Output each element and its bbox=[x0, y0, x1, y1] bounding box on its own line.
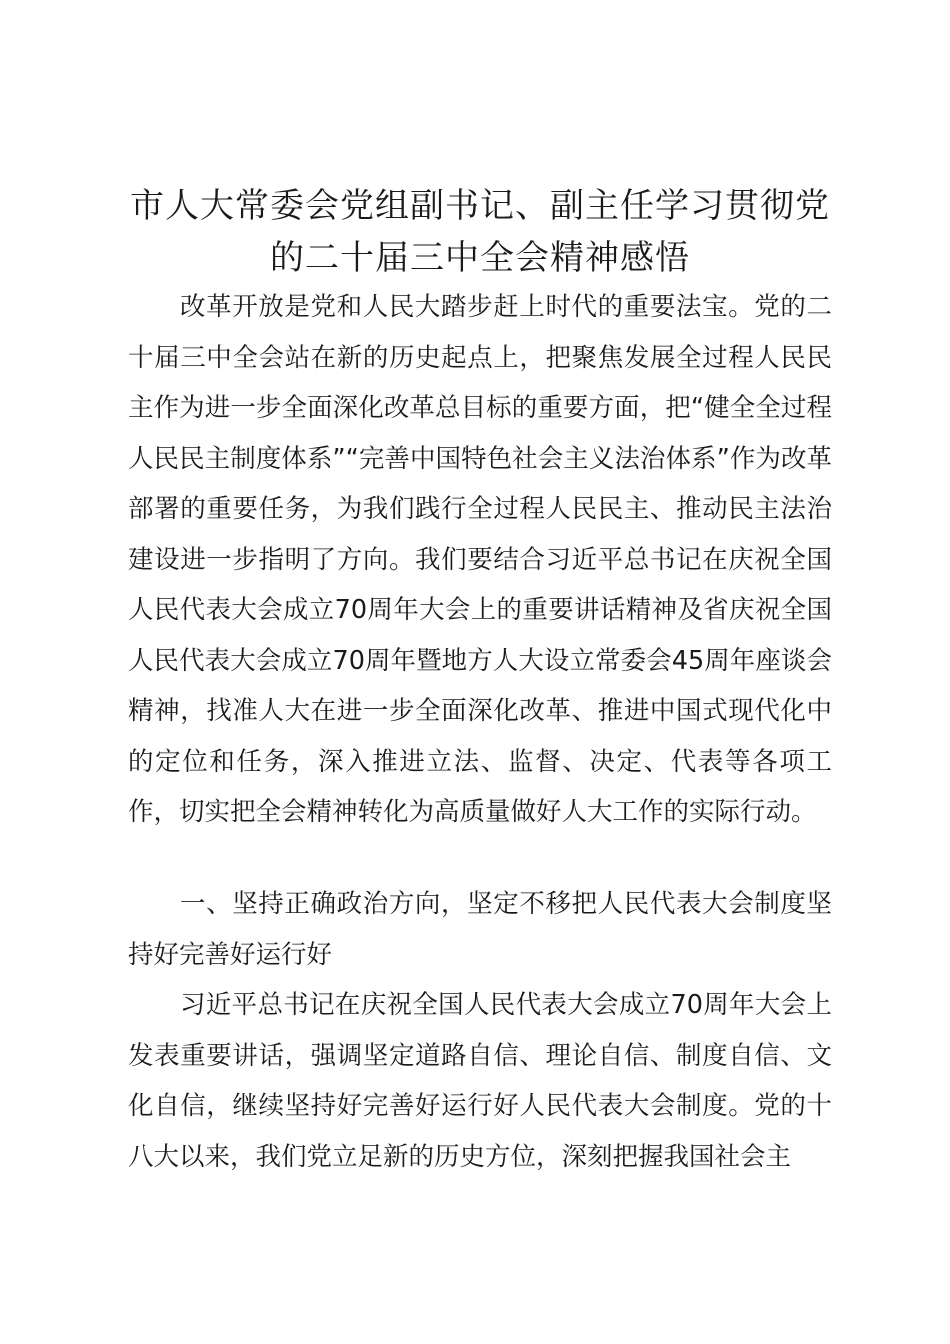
intro-paragraph: 改革开放是党和人民大踏步赶上时代的重要法宝。党的二十届三中全会站在新的历史起点上，把聚焦发展全过程人民民主作为进一步全面深化改革总目标的重要方面，把“健全全过程人民民主制度体系”“完善中国特色社会主义法治体系”作为改革部署的重要任务，为我们践行全过程人民民主、推动民主法治建设进一步指明了方向。我们要结合习近平总书记在庆祝全国人民代表大会成立70周年大会上的重要讲话精神及省庆祝全国人民代表大会成立70周年暨地方人大设立常委会45周年座谈会精神，找准人大在进一步全面深化改革、推进中国式现代化中的定位和任务，深入推进立法、监督、决定、代表等各项工作，切实把全会精神转化为高质量做好人大工作的实际行动。 bbox=[128, 292, 832, 827]
document-title: 市人大常委会党组副书记、副主任学习贯彻党的二十届三中全会精神感悟 bbox=[130, 186, 830, 278]
section-paragraph: 习近平总书记在庆祝全国人民代表大会成立70周年大会上发表重要讲话，强调坚定道路自信、理论自信、制度自信、文化自信，继续坚持好完善好运行好人民代表大会制度。党的十八大以来，我们党立足新的历史方位，深刻把握我国社会主 bbox=[128, 990, 832, 1172]
section-heading: 一、坚持正确政治方向，坚定不移把人民代表大会制度坚持好完善好运行好 bbox=[128, 889, 832, 970]
